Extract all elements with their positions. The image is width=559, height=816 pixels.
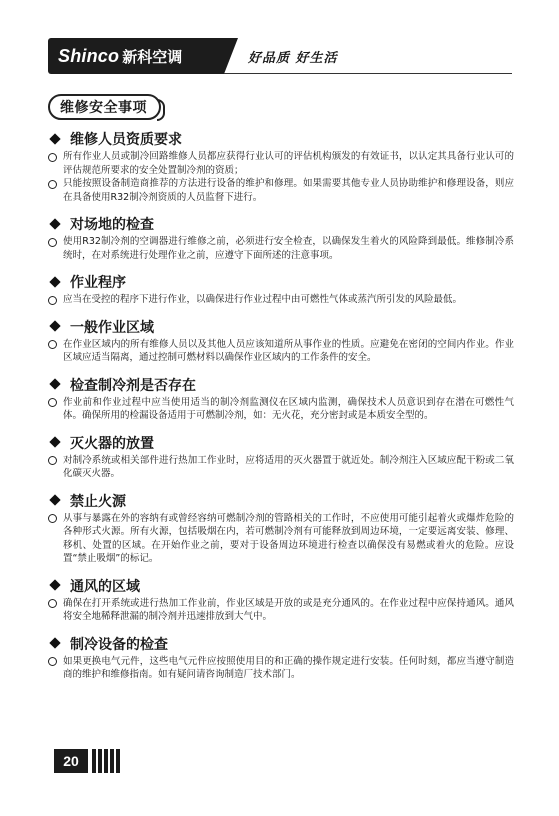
section-heading-text: 作业程序 <box>70 275 126 291</box>
section-heading <box>48 213 514 235</box>
section-heading-text: 禁止火源 <box>70 493 126 510</box>
brand-notch <box>224 38 238 74</box>
list-item <box>48 597 514 624</box>
list-item <box>48 293 514 307</box>
safety-section <box>48 490 514 566</box>
safety-section <box>48 316 514 365</box>
bar <box>116 749 120 773</box>
safety-section <box>48 633 514 682</box>
circle-bullet-icon <box>48 514 57 523</box>
safety-section <box>48 271 514 307</box>
list-item-text: 所有作业人员或制冷回路维修人员都应获得行业认可的评估机构颁发的有效证书，以认定其具备行业认可的评估规范所要求的安全处置制冷剂的资质； <box>63 151 514 176</box>
list-item <box>48 150 514 177</box>
diamond-bullet-icon <box>50 379 61 390</box>
circle-bullet-icon <box>48 456 57 465</box>
diamond-bullet-icon <box>50 580 61 591</box>
bar <box>110 749 114 773</box>
section-heading-text: 对场地的检查 <box>70 217 154 233</box>
circle-bullet-icon <box>48 340 57 349</box>
content <box>48 128 514 691</box>
bar <box>98 749 102 773</box>
list-item-text: 在作业区域内的所有维修人员以及其他人员应该知道所从事作业的性质。应避免在密闭的空间内作业。作业区域应适当隔离，通过控制可燃材料以确保作业区域内的工作条件的安全。 <box>63 338 514 363</box>
page-number: 20 <box>54 749 88 773</box>
section-heading-text: 维修人员资质要求 <box>70 132 182 148</box>
list-item-text: 应当在受控的程序下进行作业，以确保进行作业过程中由可燃性气体或蒸汽所引发的风险最低。 <box>63 294 463 305</box>
safety-section <box>48 432 514 481</box>
diamond-bullet-icon <box>50 134 61 145</box>
circle-bullet-icon <box>48 180 57 189</box>
section-heading-text: 制冷设备的检查 <box>70 636 168 653</box>
list-item <box>48 512 514 566</box>
safety-section <box>48 575 514 624</box>
section-heading <box>48 271 514 293</box>
section-heading-text: 通风的区域 <box>70 578 140 595</box>
section-heading <box>48 128 514 150</box>
header-rule <box>224 73 512 74</box>
diamond-bullet-icon <box>50 437 61 448</box>
list-item <box>48 338 514 365</box>
list-item-text: 如果更换电气元件，这些电气元件应按照使用目的和正确的操作规定进行安装。任何时刻，都应当遵守制造商的维护和维修指南。如有疑问请咨询制造厂技术部门。 <box>63 655 514 680</box>
circle-bullet-icon <box>48 238 57 247</box>
safety-section <box>48 374 514 423</box>
page-header <box>48 38 512 74</box>
list-item-text: 使用R32制冷剂的空调器进行维修之前，必须进行安全检查，以确保发生着火的风险降到最低。维修制冷系统时，在对系统进行处理作业之前，应遵守下面所述的注意事项。 <box>63 236 514 261</box>
section-heading <box>48 575 514 597</box>
section-heading-text: 检查制冷剂是否存在 <box>70 377 196 394</box>
circle-bullet-icon <box>48 398 57 407</box>
brand-name-en: Shinco <box>58 45 120 66</box>
list-item <box>48 396 514 423</box>
circle-bullet-icon <box>48 599 57 608</box>
brand-logo <box>48 38 224 74</box>
diamond-bullet-icon <box>50 495 61 506</box>
diamond-bullet-icon <box>50 219 61 230</box>
bar <box>104 749 108 773</box>
list-item-text: 只能按照设备制造商推荐的方法进行设备的维护和修理。如果需要其他专业人员协助维护和修理设备，则应在具备使用R32制冷剂资质的人员监督下进行。 <box>63 178 514 203</box>
section-heading <box>48 490 514 512</box>
list-item <box>48 177 514 204</box>
section-heading <box>48 432 514 454</box>
section-heading <box>48 316 514 338</box>
list-item <box>48 454 514 481</box>
list-item <box>48 655 514 682</box>
list-item-text: 作业前和作业过程中应当使用适当的制冷剂监测仪在区域内监测，确保技术人员意识到存在潜在可燃性气体。确保所用的检漏设备适用于可燃制冷剂，如：无火花，充分密封或是本质安全型的。 <box>63 396 514 421</box>
diamond-bullet-icon <box>50 277 61 288</box>
list-item-text: 确保在打开系统或进行热加工作业前，作业区域是开放的或是充分通风的。在作业过程中应保持通风。通风将安全地稀释泄漏的制冷剂并迅速排放到大气中。 <box>63 597 514 622</box>
diamond-bullet-icon <box>50 638 61 649</box>
circle-bullet-icon <box>48 296 57 305</box>
page-title: 维修安全事项 <box>48 94 161 120</box>
diamond-bullet-icon <box>50 321 61 332</box>
slogan: 好品质 好生活 <box>248 51 338 66</box>
section-heading <box>48 374 514 396</box>
section-heading-text: 灭火器的放置 <box>70 435 154 452</box>
section-heading <box>48 633 514 655</box>
brand-name-cn: 新科空调 <box>122 47 183 66</box>
page-number-bars <box>90 749 120 773</box>
safety-section <box>48 128 514 204</box>
safety-section <box>48 213 514 262</box>
section-heading-text: 一般作业区域 <box>70 319 154 336</box>
list-item <box>48 235 514 262</box>
circle-bullet-icon <box>48 657 57 666</box>
circle-bullet-icon <box>48 153 57 162</box>
list-item-text: 从事与暴露在外的容纳有或曾经容纳可燃制冷剂的管路相关的工作时，不应使用可能引起着火或爆炸危险的各种形式火源。所有火源，包括吸烟在内，若可燃制冷剂有可能释放到周边环境，一定要远离安装、修理、移机、处置的区域。在开始作业之前，要对于设备周边环境进行检查以确保没有易燃或着火的危险。应设置“禁止吸烟”的标记。 <box>63 512 514 564</box>
bar <box>92 749 96 773</box>
list-item-text: 对制冷系统或相关部件进行热加工作业时，应将适用的灭火器置于就近处。制冷剂注入区域应配干粉或二氧化碳灭火器。 <box>63 454 514 479</box>
